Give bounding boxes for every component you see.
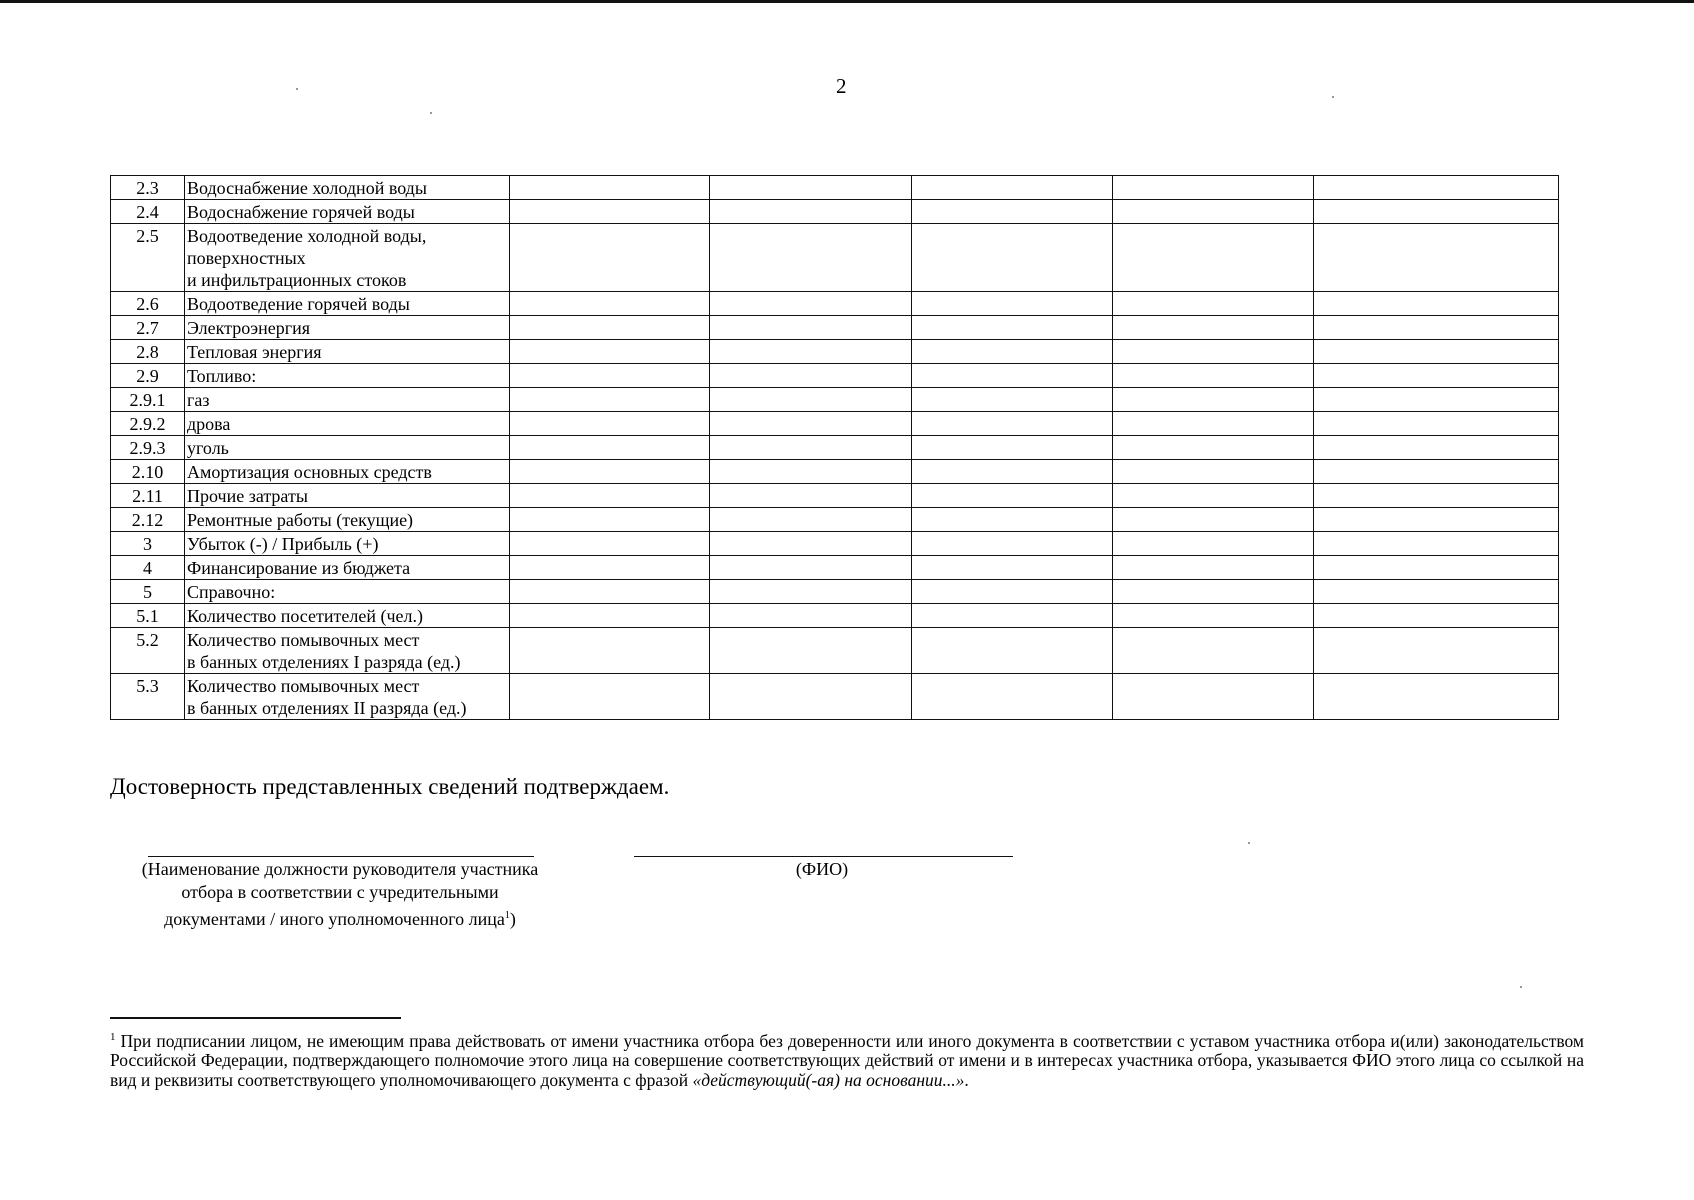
table-row bbox=[111, 460, 1559, 484]
row-label bbox=[185, 292, 510, 316]
row-label bbox=[185, 316, 510, 340]
row-number: 2.4 bbox=[111, 200, 185, 224]
scan-speck bbox=[1248, 842, 1250, 844]
value-cell bbox=[510, 292, 710, 316]
row-label bbox=[185, 532, 510, 556]
name-caption: (ФИО) bbox=[795, 859, 849, 879]
value-cell bbox=[710, 364, 912, 388]
value-cell bbox=[710, 388, 912, 412]
value-cell bbox=[710, 200, 912, 224]
value-cell bbox=[510, 484, 710, 508]
footnote-quote: «действующий(-ая) на основании...» bbox=[692, 1069, 965, 1090]
value-cell bbox=[912, 460, 1113, 484]
report-table bbox=[110, 175, 1559, 720]
value-cell bbox=[1314, 224, 1559, 292]
value-cell bbox=[710, 484, 912, 508]
value-cell bbox=[912, 628, 1113, 674]
row-label-line: Количество посетителей (чел.) bbox=[187, 606, 423, 626]
value-cell bbox=[510, 412, 710, 436]
value-cell bbox=[1314, 364, 1559, 388]
value-cell bbox=[710, 604, 912, 628]
table-row bbox=[111, 484, 1559, 508]
value-cell bbox=[1113, 340, 1314, 364]
value-cell bbox=[1314, 484, 1559, 508]
value-cell bbox=[1113, 604, 1314, 628]
value-cell bbox=[510, 580, 710, 604]
row-number: 2.10 bbox=[111, 460, 185, 484]
table-row bbox=[111, 628, 1559, 674]
value-cell bbox=[1113, 460, 1314, 484]
footnote bbox=[110, 1028, 1584, 1090]
table-row bbox=[111, 200, 1559, 224]
value-cell bbox=[510, 460, 710, 484]
value-cell bbox=[510, 436, 710, 460]
value-cell bbox=[710, 508, 912, 532]
row-label bbox=[185, 388, 510, 412]
footnote-end: . bbox=[964, 1069, 969, 1090]
value-cell bbox=[710, 292, 912, 316]
scan-speck bbox=[1520, 986, 1522, 988]
footnote-text: При подписании лицом, не имеющим права действовать от имени участника отбора без доверенности или иного документа в соответствии с уставом участника отбора и(или) законодательством Российской Федерации, подтверждающего полномочие этого лица на совершение соответствующих действий от имени и в интересах участника отбора, указывается ФИО этого лица со ссылкой на вид и реквизиты соответствующего уполномочивающего документа с фразой bbox=[110, 1030, 1584, 1090]
row-number: 2.3 bbox=[111, 176, 185, 200]
row-label-line: в банных отделениях II разряда (ед.) bbox=[187, 698, 467, 718]
row-number: 2.5 bbox=[111, 224, 185, 292]
value-cell bbox=[1113, 292, 1314, 316]
value-cell bbox=[1113, 176, 1314, 200]
value-cell bbox=[1314, 412, 1559, 436]
row-label-line: дрова bbox=[187, 414, 231, 434]
row-label bbox=[185, 508, 510, 532]
value-cell bbox=[912, 532, 1113, 556]
row-label-line: Водоснабжение горячей воды bbox=[187, 202, 415, 222]
value-cell bbox=[710, 412, 912, 436]
row-number: 2.9.2 bbox=[111, 412, 185, 436]
value-cell bbox=[510, 316, 710, 340]
table-row bbox=[111, 508, 1559, 532]
table-row bbox=[111, 412, 1559, 436]
row-label-line: уголь bbox=[187, 438, 229, 458]
position-caption-close: ) bbox=[509, 909, 516, 929]
value-cell bbox=[710, 556, 912, 580]
row-number: 5.1 bbox=[111, 604, 185, 628]
value-cell bbox=[1113, 674, 1314, 720]
row-label-line: Водоотведение холодной воды, bbox=[187, 226, 427, 246]
value-cell bbox=[1314, 628, 1559, 674]
confirmation-statement: Достоверность представленных сведений подтверждаем. bbox=[110, 774, 670, 799]
row-label-line: Тепловая энергия bbox=[187, 342, 322, 362]
value-cell bbox=[1314, 316, 1559, 340]
value-cell bbox=[510, 532, 710, 556]
table-row bbox=[111, 674, 1559, 720]
value-cell bbox=[912, 340, 1113, 364]
row-label bbox=[185, 628, 510, 674]
table-row bbox=[111, 388, 1559, 412]
row-number: 3 bbox=[111, 532, 185, 556]
row-number: 2.11 bbox=[111, 484, 185, 508]
row-number: 5.2 bbox=[111, 628, 185, 674]
name-signature-line bbox=[634, 856, 1013, 857]
value-cell bbox=[1113, 200, 1314, 224]
value-cell bbox=[912, 292, 1113, 316]
row-number: 5 bbox=[111, 580, 185, 604]
value-cell bbox=[912, 200, 1113, 224]
value-cell bbox=[912, 484, 1113, 508]
value-cell bbox=[912, 508, 1113, 532]
row-label-line: Количество помывочных мест bbox=[187, 630, 420, 650]
value-cell bbox=[1113, 580, 1314, 604]
row-number: 2.9 bbox=[111, 364, 185, 388]
row-label-line: Ремонтные работы (текущие) bbox=[187, 510, 414, 530]
footnote-reference: 1 bbox=[504, 910, 510, 921]
value-cell bbox=[1314, 508, 1559, 532]
value-cell bbox=[1113, 412, 1314, 436]
table-row bbox=[111, 364, 1559, 388]
row-label-line: Водоотведение горячей воды bbox=[187, 294, 410, 314]
value-cell bbox=[710, 532, 912, 556]
value-cell bbox=[1314, 436, 1559, 460]
value-cell bbox=[912, 316, 1113, 340]
position-caption-line: отбора в соответствии с учредительными bbox=[181, 882, 499, 902]
row-number: 5.3 bbox=[111, 674, 185, 720]
row-label bbox=[185, 176, 510, 200]
value-cell bbox=[1113, 556, 1314, 580]
row-label-line: Прочие затраты bbox=[187, 486, 308, 506]
row-label bbox=[185, 460, 510, 484]
scan-speck bbox=[1332, 96, 1334, 98]
value-cell bbox=[1314, 388, 1559, 412]
table-row bbox=[111, 292, 1559, 316]
value-cell bbox=[510, 224, 710, 292]
value-cell bbox=[912, 412, 1113, 436]
value-cell bbox=[510, 200, 710, 224]
value-cell bbox=[710, 674, 912, 720]
value-cell bbox=[510, 364, 710, 388]
row-label-line: Справочно: bbox=[187, 582, 276, 602]
row-label bbox=[185, 556, 510, 580]
value-cell bbox=[912, 604, 1113, 628]
value-cell bbox=[1113, 388, 1314, 412]
value-cell bbox=[1314, 292, 1559, 316]
row-number: 2.6 bbox=[111, 292, 185, 316]
value-cell bbox=[912, 176, 1113, 200]
value-cell bbox=[912, 224, 1113, 292]
report-table-body bbox=[111, 176, 1559, 720]
footnote-separator bbox=[110, 1017, 401, 1019]
row-label-line: и инфильтрационных стоков bbox=[187, 270, 407, 290]
value-cell bbox=[1314, 532, 1559, 556]
value-cell bbox=[912, 364, 1113, 388]
row-number: 2.9.3 bbox=[111, 436, 185, 460]
table-row bbox=[111, 340, 1559, 364]
scan-top-edge bbox=[0, 0, 1694, 3]
row-label bbox=[185, 484, 510, 508]
row-label bbox=[185, 364, 510, 388]
row-label-line: Финансирование из бюджета bbox=[187, 558, 411, 578]
position-signature-line bbox=[148, 856, 534, 857]
position-caption-line bbox=[110, 904, 570, 931]
table-row bbox=[111, 176, 1559, 200]
table-row bbox=[111, 436, 1559, 460]
row-label bbox=[185, 340, 510, 364]
row-label-line: Водоснабжение холодной воды bbox=[187, 178, 427, 198]
value-cell bbox=[1113, 364, 1314, 388]
value-cell bbox=[912, 674, 1113, 720]
row-number: 4 bbox=[111, 556, 185, 580]
row-label-line: Электроэнергия bbox=[187, 318, 311, 338]
row-label bbox=[185, 674, 510, 720]
row-label-line: Убыток (-) / Прибыль (+) bbox=[187, 534, 379, 554]
row-label-line: газ bbox=[187, 390, 210, 410]
value-cell bbox=[1314, 604, 1559, 628]
position-caption bbox=[110, 858, 570, 931]
value-cell bbox=[1113, 316, 1314, 340]
row-number: 2.9.1 bbox=[111, 388, 185, 412]
value-cell bbox=[510, 628, 710, 674]
position-caption-text: документами / иного уполномоченного лица bbox=[164, 909, 505, 929]
value-cell bbox=[510, 604, 710, 628]
footnote-mark: 1 bbox=[110, 1031, 116, 1043]
table-row bbox=[111, 532, 1559, 556]
page-number: 2 bbox=[836, 74, 847, 98]
value-cell bbox=[1113, 436, 1314, 460]
value-cell bbox=[1314, 580, 1559, 604]
value-cell bbox=[510, 340, 710, 364]
value-cell bbox=[710, 460, 912, 484]
value-cell bbox=[510, 388, 710, 412]
value-cell bbox=[1113, 224, 1314, 292]
value-cell bbox=[1113, 628, 1314, 674]
value-cell bbox=[510, 674, 710, 720]
value-cell bbox=[510, 176, 710, 200]
value-cell bbox=[1314, 556, 1559, 580]
row-number: 2.8 bbox=[111, 340, 185, 364]
value-cell bbox=[1314, 176, 1559, 200]
table-row bbox=[111, 580, 1559, 604]
table-row bbox=[111, 556, 1559, 580]
row-number: 2.12 bbox=[111, 508, 185, 532]
table-row bbox=[111, 604, 1559, 628]
table-row bbox=[111, 316, 1559, 340]
value-cell bbox=[710, 316, 912, 340]
row-label-line: поверхностных bbox=[187, 248, 306, 268]
row-label-line: Количество помывочных мест bbox=[187, 676, 420, 696]
value-cell bbox=[710, 340, 912, 364]
row-label-line: Амортизация основных средств bbox=[187, 462, 432, 482]
value-cell bbox=[710, 580, 912, 604]
value-cell bbox=[912, 436, 1113, 460]
value-cell bbox=[912, 388, 1113, 412]
value-cell bbox=[1113, 484, 1314, 508]
row-label bbox=[185, 604, 510, 628]
row-label bbox=[185, 580, 510, 604]
row-label bbox=[185, 224, 510, 292]
row-label-line: Топливо: bbox=[187, 366, 257, 386]
value-cell bbox=[1314, 460, 1559, 484]
value-cell bbox=[1314, 200, 1559, 224]
scan-speck bbox=[430, 112, 432, 114]
row-label bbox=[185, 200, 510, 224]
row-label bbox=[185, 436, 510, 460]
value-cell bbox=[710, 436, 912, 460]
row-label-line: в банных отделениях I разряда (ед.) bbox=[187, 652, 461, 672]
row-label bbox=[185, 412, 510, 436]
scan-speck bbox=[296, 88, 298, 90]
table-row bbox=[111, 224, 1559, 292]
position-caption-line: (Наименование должности руководителя участника bbox=[141, 859, 539, 879]
value-cell bbox=[510, 556, 710, 580]
value-cell bbox=[710, 176, 912, 200]
value-cell bbox=[710, 628, 912, 674]
value-cell bbox=[1314, 674, 1559, 720]
value-cell bbox=[710, 224, 912, 292]
value-cell bbox=[1314, 340, 1559, 364]
value-cell bbox=[912, 580, 1113, 604]
value-cell bbox=[1113, 532, 1314, 556]
value-cell bbox=[510, 508, 710, 532]
value-cell bbox=[912, 556, 1113, 580]
row-number: 2.7 bbox=[111, 316, 185, 340]
value-cell bbox=[1113, 508, 1314, 532]
